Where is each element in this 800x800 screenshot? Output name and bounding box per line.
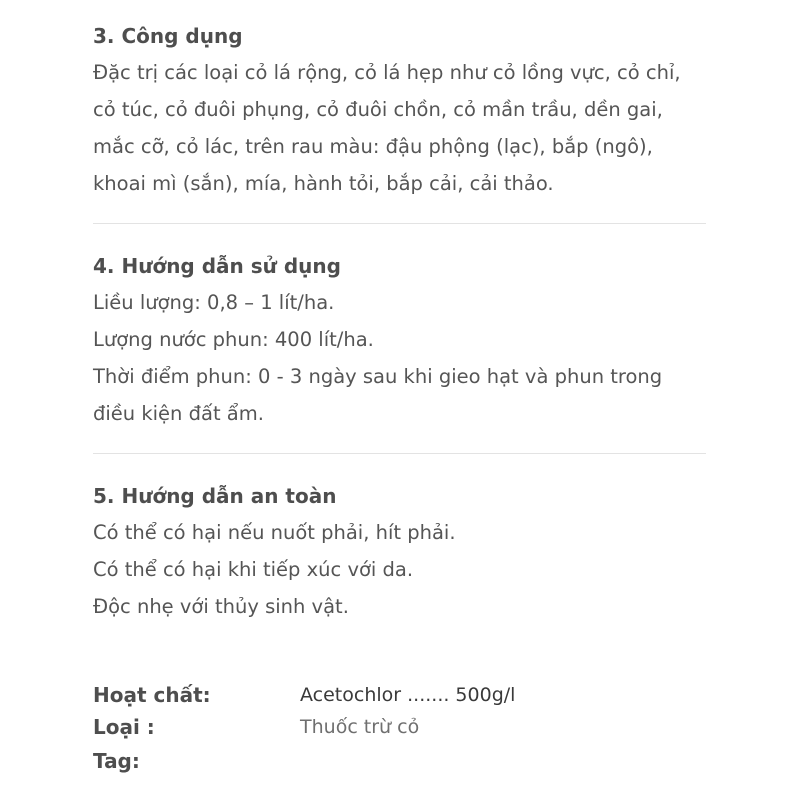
section-line: cỏ túc, cỏ đuôi phụng, cỏ đuôi chồn, cỏ mần trầu, dền gai, (93, 98, 663, 121)
active-ingredient-value: Acetochlor ....... 500g/l (300, 684, 516, 706)
section-line: Có thể có hại khi tiếp xúc với da. (93, 558, 414, 581)
section-line: Độc nhẹ với thủy sinh vật. (93, 595, 349, 618)
section-divider (93, 453, 706, 454)
section-line: Đặc trị các loại cỏ lá rộng, cỏ lá hẹp như cỏ lồng vực, cỏ chỉ, (93, 61, 681, 84)
section-usage-instructions (93, 252, 713, 432)
section-heading: 3. Công dụng (93, 24, 243, 48)
active-ingredient-label: Hoạt chất: (93, 683, 211, 707)
section-uses (93, 22, 713, 202)
section-line: khoai mì (sắn), mía, hành tỏi, bắp cải, cải thảo. (93, 172, 554, 195)
type-value[interactable]: Thuốc trừ cỏ (300, 716, 420, 738)
section-divider (93, 223, 706, 224)
type-label: Loại : (93, 715, 155, 739)
section-heading: 5. Hướng dẫn an toàn (93, 484, 337, 508)
section-line: Thời điểm phun: 0 - 3 ngày sau khi gieo hạt và phun trong (93, 365, 663, 388)
section-line: Liều lượng: 0,8 – 1 lít/ha. (93, 291, 335, 314)
section-line: Có thể có hại nếu nuốt phải, hít phải. (93, 521, 456, 544)
section-line: mắc cỡ, cỏ lác, trên rau màu: đậu phộng (lạc), bắp (ngô), (93, 135, 653, 158)
section-line: điều kiện đất ẩm. (93, 402, 264, 425)
tag-label: Tag: (93, 749, 140, 773)
section-line: Lượng nước phun: 400 lít/ha. (93, 328, 374, 351)
section-safety-instructions (93, 482, 713, 625)
section-heading: 4. Hướng dẫn sử dụng (93, 254, 341, 278)
